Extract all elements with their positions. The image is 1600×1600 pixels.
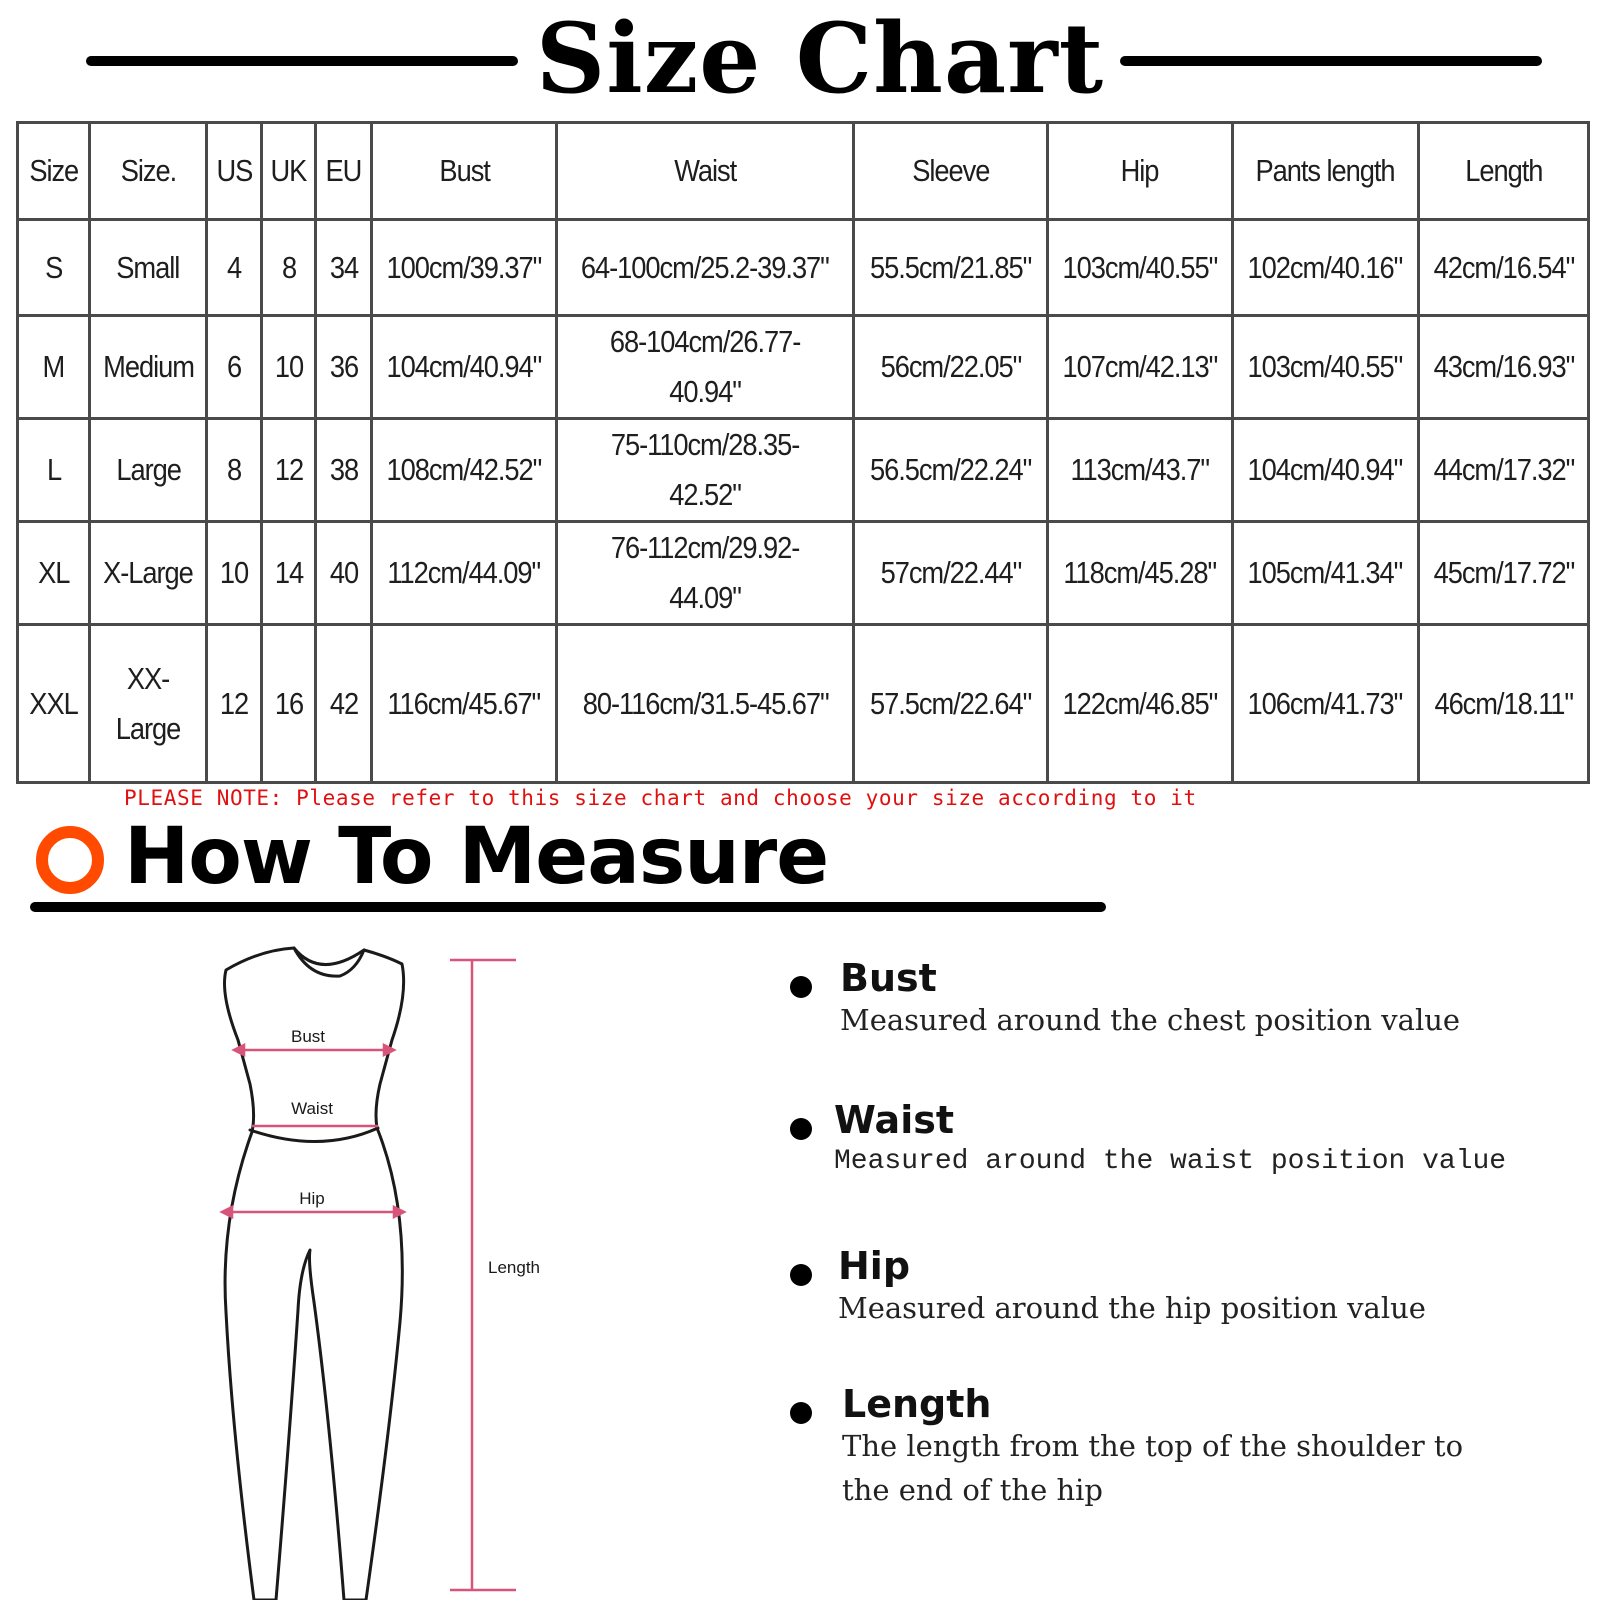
table-cell: 106cm/41.73" — [1232, 625, 1418, 783]
table-cell: 36 — [316, 316, 372, 419]
size-table — [16, 121, 1590, 784]
measure-item-title: Hip — [838, 1244, 911, 1288]
table-row — [18, 625, 1589, 783]
table-cell: 68-104cm/26.77-40.94" — [557, 316, 854, 419]
table-cell: 38 — [316, 419, 372, 522]
table-row — [18, 419, 1589, 522]
figure-label-waist: Waist — [291, 1099, 333, 1118]
figure-label-bust: Bust — [290, 1027, 326, 1046]
measure-item-title: Waist — [834, 1098, 955, 1142]
header-eu: EU — [316, 123, 372, 220]
bullet-icon — [790, 1118, 812, 1140]
table-cell: 118cm/45.28" — [1047, 522, 1232, 625]
orange-ring-icon — [36, 826, 104, 894]
table-cell: 104cm/40.94" — [372, 316, 557, 419]
table-cell: 122cm/46.85" — [1047, 625, 1232, 783]
table-cell: 103cm/40.55" — [1232, 316, 1418, 419]
table-cell: 34 — [316, 220, 372, 316]
table-cell: 12 — [262, 419, 316, 522]
title-rule-left — [86, 56, 518, 66]
table-cell: 42 — [316, 625, 372, 783]
table-cell: 43cm/16.93" — [1418, 316, 1588, 419]
page-title: Size Chart — [535, 2, 1105, 115]
table-row — [18, 316, 1589, 419]
table-cell: 44cm/17.32" — [1418, 419, 1588, 522]
table-cell: 112cm/44.09" — [372, 522, 557, 625]
table-cell: 42cm/16.54" — [1418, 220, 1588, 316]
title-rule-right — [1120, 56, 1542, 66]
table-row — [18, 522, 1589, 625]
table-cell: 45cm/17.72" — [1418, 522, 1588, 625]
table-cell: 75-110cm/28.35-42.52" — [557, 419, 854, 522]
table-cell: 76-112cm/29.92-44.09" — [557, 522, 854, 625]
header-bust: Bust — [372, 123, 557, 220]
table-cell: 57.5cm/22.64" — [854, 625, 1047, 783]
table-cell: 10 — [207, 522, 262, 625]
table-cell: 16 — [262, 625, 316, 783]
table-cell: XX-Large — [90, 625, 207, 783]
measurement-figure — [180, 940, 600, 1600]
table-cell: S — [18, 220, 90, 316]
table-cell: 40 — [316, 522, 372, 625]
table-cell: 103cm/40.55" — [1047, 220, 1232, 316]
figure-label-hip: Hip — [299, 1189, 325, 1208]
table-cell: Small — [90, 220, 207, 316]
table-cell: X-Large — [90, 522, 207, 625]
table-cell: 105cm/41.34" — [1232, 522, 1418, 625]
table-cell: 104cm/40.94" — [1232, 419, 1418, 522]
header-uk: UK — [262, 123, 316, 220]
table-cell: 12 — [207, 625, 262, 783]
measure-item-desc: Measured around the waist position value — [834, 1146, 1507, 1177]
table-cell: 107cm/42.13" — [1047, 316, 1232, 419]
table-cell: 55.5cm/21.85" — [854, 220, 1047, 316]
figure-label-length: Length — [488, 1258, 540, 1277]
table-cell: 113cm/43.7" — [1047, 419, 1232, 522]
table-cell: 46cm/18.11" — [1418, 625, 1588, 783]
table-cell: 57cm/22.44" — [854, 522, 1047, 625]
table-cell: 8 — [207, 419, 262, 522]
table-cell: XL — [18, 522, 90, 625]
header-length: Length — [1418, 123, 1588, 220]
table-header-row — [18, 123, 1589, 220]
measure-guides — [222, 960, 516, 1590]
header-size-name: Size. — [90, 123, 207, 220]
header-hip: Hip — [1047, 123, 1232, 220]
measure-item-desc: Measured around the hip position value — [838, 1291, 1426, 1325]
table-cell: Large — [90, 419, 207, 522]
table-cell: 64-100cm/25.2-39.37" — [557, 220, 854, 316]
table-cell: XXL — [18, 625, 90, 783]
table-cell: 14 — [262, 522, 316, 625]
table-cell: Medium — [90, 316, 207, 419]
bullet-icon — [790, 1402, 812, 1424]
measure-item-desc: the end of the hip — [842, 1473, 1103, 1507]
bullet-icon — [790, 1264, 812, 1286]
header-us: US — [207, 123, 262, 220]
table-cell: 102cm/40.16" — [1232, 220, 1418, 316]
table-cell: M — [18, 316, 90, 419]
header-sleeve: Sleeve — [854, 123, 1047, 220]
header-waist: Waist — [557, 123, 854, 220]
table-cell: 8 — [262, 220, 316, 316]
how-to-measure-title: How To Measure — [124, 812, 829, 902]
table-cell: 80-116cm/31.5-45.67" — [557, 625, 854, 783]
table-cell: 116cm/45.67" — [372, 625, 557, 783]
header-size: Size — [18, 123, 90, 220]
table-cell: 108cm/42.52" — [372, 419, 557, 522]
measure-item-title: Length — [842, 1382, 992, 1426]
table-cell: 100cm/39.37" — [372, 220, 557, 316]
measure-item-title: Bust — [840, 956, 937, 1000]
table-cell: 6 — [207, 316, 262, 419]
bullet-icon — [790, 976, 812, 998]
title-row — [0, 0, 1600, 118]
table-row — [18, 220, 1589, 316]
measure-item-desc: The length from the top of the shoulder to — [842, 1429, 1464, 1463]
measure-item-desc: Measured around the chest position value — [840, 1003, 1461, 1037]
table-cell: 56cm/22.05" — [854, 316, 1047, 419]
header-pants-length: Pants length — [1232, 123, 1418, 220]
table-cell: L — [18, 419, 90, 522]
table-cell: 56.5cm/22.24" — [854, 419, 1047, 522]
size-note: PLEASE NOTE: Please refer to this size chart and choose your size according to it — [124, 786, 1197, 810]
table-cell: 4 — [207, 220, 262, 316]
section-rule — [30, 902, 1106, 912]
table-cell: 10 — [262, 316, 316, 419]
